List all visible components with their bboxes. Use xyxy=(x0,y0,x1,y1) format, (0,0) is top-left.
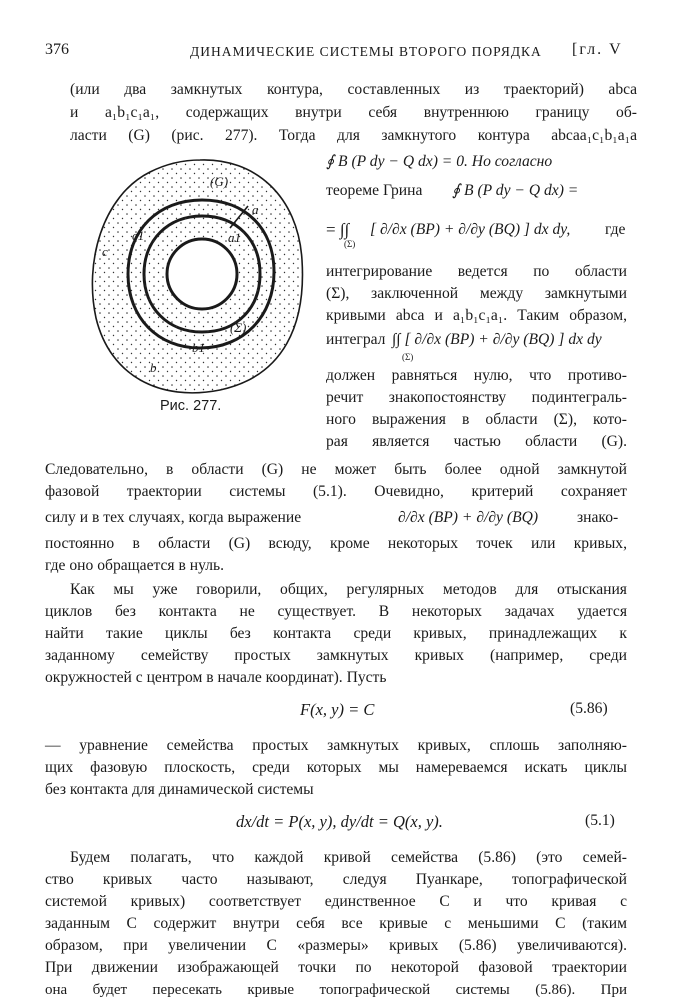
text-line: щих фазовую плоскость, среди которых мы намереваемся искать циклы xyxy=(45,759,627,776)
label-c: c xyxy=(102,244,108,259)
text-line: интегрирование ведется по области xyxy=(326,263,627,280)
text-line: заданному семейству простых замкнутых кривых (например, среди xyxy=(45,647,627,664)
text-line: Как мы уже говорили, общих, регулярных методов для отыскания xyxy=(70,581,627,598)
green-integral: ∮ B (P dy − Q dx) = xyxy=(452,182,579,199)
text-line: знако- xyxy=(577,509,619,526)
text-line: без контакта для динамической системы xyxy=(45,781,314,798)
label-g: (G) xyxy=(210,174,229,189)
inline-expression: ∂/∂x (BP) + ∂/∂y (BQ) xyxy=(398,509,539,526)
equation-number: (5.1) xyxy=(585,812,615,829)
integral-domain-sub: (Σ) xyxy=(344,239,356,249)
text-line: образом, при увеличении C «размеры» кривых (5.86) увеличиваются). xyxy=(45,937,627,954)
figure-277 xyxy=(80,148,320,410)
text-line: окружностей с центром в начале координат). Пусть xyxy=(45,669,387,686)
page-number: 376 xyxy=(45,41,69,58)
integral-expression: ∫∫ [ ∂/∂x (BP) + ∂/∂y (BQ) ] dx dy xyxy=(392,331,602,348)
text-line: кривыми abca и a₁b₁c₁a₁. Таким образом, xyxy=(326,307,627,324)
label-a1: a1 xyxy=(228,230,241,245)
integral-domain-sub: (Σ) xyxy=(402,352,414,362)
text-line: теореме Грина xyxy=(326,182,423,199)
text-line: (или два замкнутых контура, составленных из траекторий) abca xyxy=(70,81,637,98)
text-line: ного выражения в области (Σ), кото- xyxy=(326,411,627,428)
inner-boundary xyxy=(167,239,237,309)
text-line: рая является частью области (G). xyxy=(326,433,627,450)
label-b: b xyxy=(150,360,157,375)
text-line: где оно обращается в нуль. xyxy=(45,557,225,574)
text-line: (Σ), заключенной между замкнутыми xyxy=(326,285,627,302)
label-sigma: (Σ) xyxy=(230,320,247,335)
text-line: речит знакопостоянству подинтеграль- xyxy=(326,389,627,406)
text-line: ство кривых часто называют, следуя Пуанкаре, топографической xyxy=(45,871,627,888)
double-integral-sign: = ∫∫ xyxy=(326,220,350,239)
text-line: фазовой траектории системы (5.1). Очевидно, критерий сохраняет xyxy=(45,483,627,500)
text-line: она будет пересекать кривые топографической системы (5.86). При xyxy=(45,982,627,998)
text-line: Следовательно, в области (G) не может быть более одной замкнутой xyxy=(45,461,627,478)
figure-caption: Рис. 277. xyxy=(160,398,222,414)
text-line: При движении изображающей точки по некоторой фазовой траектории xyxy=(45,959,627,976)
label-b1: b1 xyxy=(192,340,205,355)
text-line: Будем полагать, что каждой кривой семейства (5.86) (это семей- xyxy=(70,849,627,866)
text-line: циклов без контакта не существует. В некоторых задачах удается xyxy=(45,603,627,620)
text-line: и a₁b₁c₁a₁, содержащих внутри себя внутреннюю границу об- xyxy=(70,104,637,121)
text-line: заданным C содержит внутри себя все кривые с меньшими C (таким xyxy=(45,915,627,932)
text-line: системой кривых) соответствует единственное C и что кривая с xyxy=(45,893,627,910)
label-a: a xyxy=(252,202,259,217)
label-c1: c1 xyxy=(132,228,145,243)
text-line: где xyxy=(605,221,626,238)
equation-5-86: F(x, y) = C xyxy=(300,700,375,719)
text-line: ласти (G) (рис. 277). Тогда для замкнутого контура abcaa₁c₁b₁a₁a xyxy=(70,127,637,144)
text-line: постоянно в области (G) всюду, кроме некоторых точек или кривых, xyxy=(45,535,627,552)
chapter-ref: [гл. V xyxy=(572,41,623,58)
contour-integral-line: ∮ B (P dy − Q dx) = 0. Но согласно xyxy=(326,153,553,170)
equation-number: (5.86) xyxy=(570,700,608,717)
text-line: интеграл xyxy=(326,331,386,348)
green-integrand: [ ∂/∂x (BP) + ∂/∂y (BQ) ] dx dy, xyxy=(370,221,571,238)
equation-5-1: dx/dt = P(x, y), dy/dt = Q(x, y). xyxy=(236,812,443,831)
running-title: ДИНАМИЧЕСКИЕ СИСТЕМЫ ВТОРОГО ПОРЯДКА xyxy=(190,44,542,59)
text-line: должен равняться нулю, что противо- xyxy=(326,367,627,384)
text-line: найти такие циклы без контакта среди кривых, принадлежащих к xyxy=(45,625,627,642)
text-line: — уравнение семейства простых замкнутых кривых, сплошь заполняю- xyxy=(45,737,627,754)
text-line: силу и в тех случаях, когда выражение xyxy=(45,509,302,526)
